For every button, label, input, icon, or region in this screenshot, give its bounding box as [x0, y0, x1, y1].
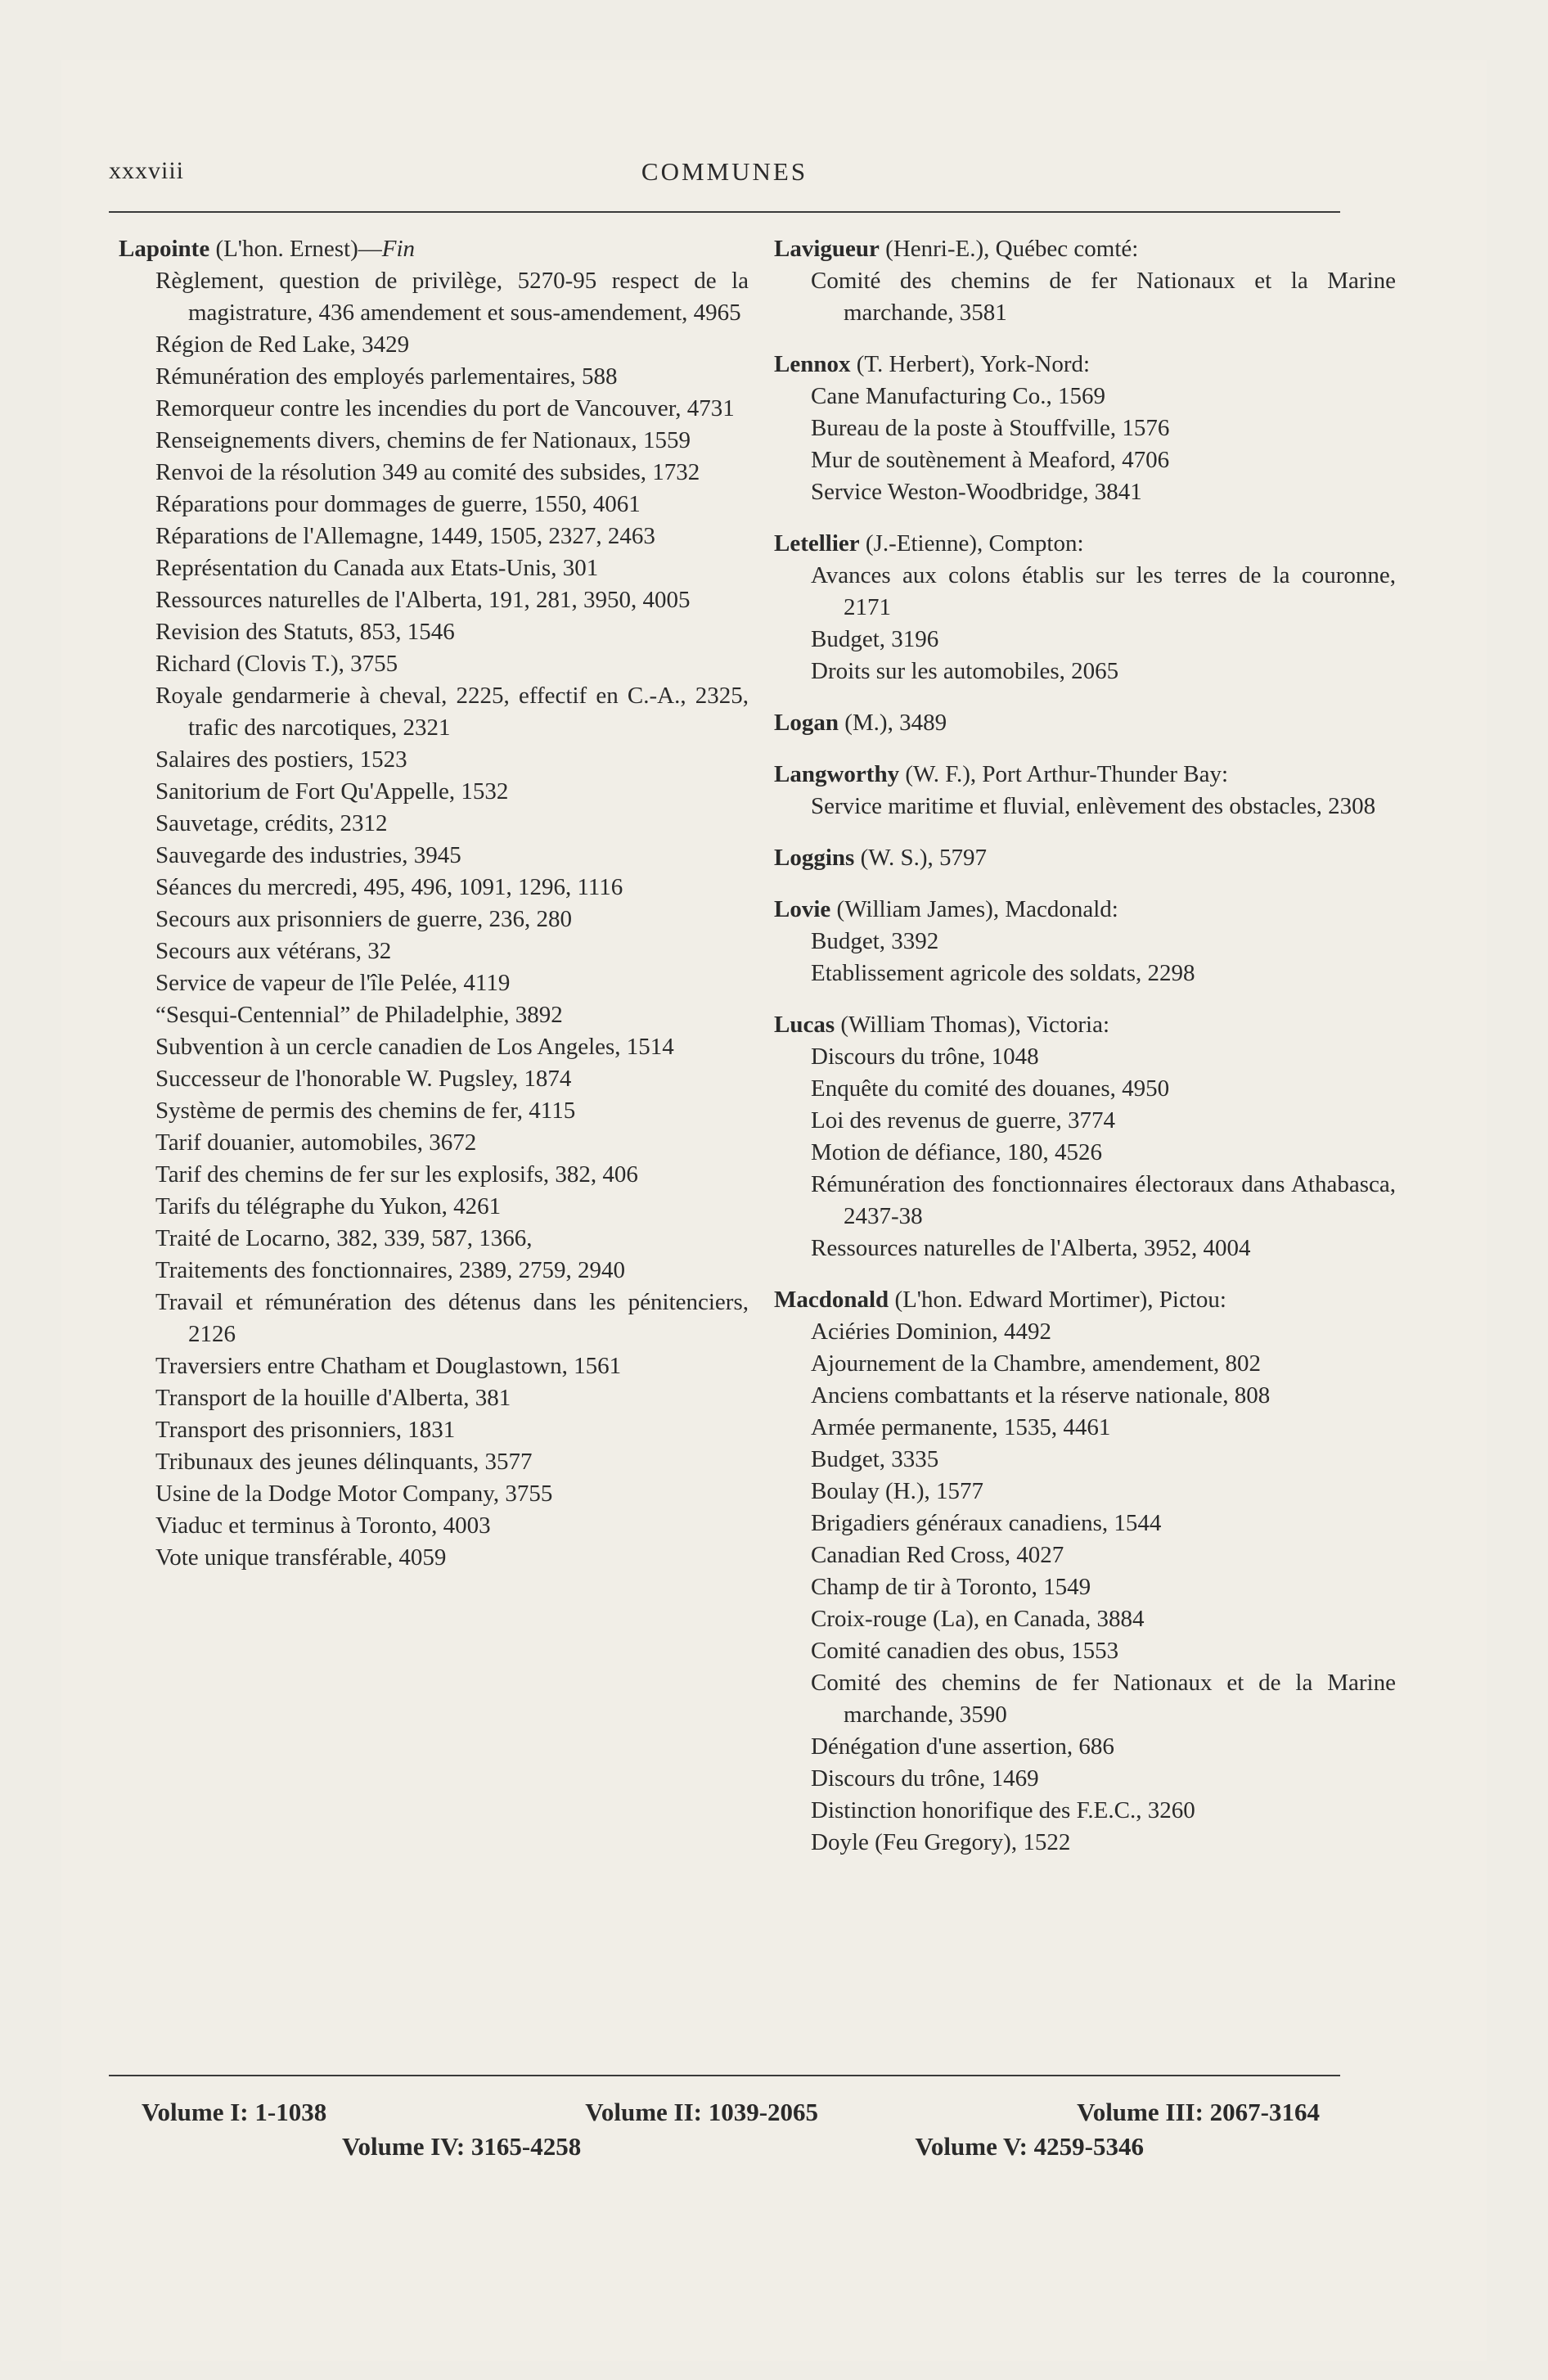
subject-item: Subvention à un cercle canadien de Los Angeles, 1514: [155, 1034, 674, 1060]
subject-item: Boulay (H.), 1577: [811, 1478, 984, 1504]
subject-item: Successeur de l'honorable W. Pugsley, 1874: [155, 1066, 572, 1092]
subject-item: Service de vapeur de l'île Pelée, 4119: [155, 970, 511, 996]
subject-item: Distinction honorifique des F.E.C., 3260: [811, 1797, 1195, 1823]
subject-item: Dénégation d'une assertion, 686: [811, 1733, 1114, 1760]
subject-item: Secours aux prisonniers de guerre, 236, 280: [155, 906, 572, 932]
index-entry: [774, 759, 1396, 823]
entry-headline: [774, 842, 1396, 874]
entry-subjects: [774, 1316, 1396, 1859]
entry-headline: [774, 233, 1396, 265]
page-title: COMMUNES: [641, 157, 808, 186]
subject-item: Etablissement agricole des soldats, 2298: [811, 960, 1195, 986]
subject-item: Ressources naturelles de l'Alberta, 191, 281, 3950, 4005: [155, 587, 691, 613]
member-qualifier: (L'hon. Edward Mortimer), Pictou:: [894, 1287, 1226, 1313]
subject-item: Mur de soutènement à Meaford, 4706: [811, 447, 1170, 473]
subject-item: Service maritime et fluvial, enlèvement des obstacles, 2308: [811, 793, 1376, 819]
volume-3-range: Volume III: 2067-3164: [1077, 2098, 1320, 2126]
subject-item: Cane Manufacturing Co., 1569: [811, 383, 1106, 409]
subject-item: Comité canadien des obus, 1553: [811, 1638, 1119, 1664]
subject-item: Discours du trône, 1469: [811, 1765, 1039, 1792]
subject-item: Budget, 3335: [811, 1446, 939, 1472]
page-header: [109, 157, 1340, 198]
subject-item: Tarif douanier, automobiles, 3672: [155, 1129, 477, 1156]
subject-item: Renseignements divers, chemins de fer Nationaux, 1559: [155, 427, 691, 453]
index-entry: [774, 842, 1396, 874]
entry-subjects: [774, 926, 1396, 989]
subject-item: Sanitorium de Fort Qu'Appelle, 1532: [155, 778, 509, 805]
member-name: Lovie: [774, 896, 831, 922]
entry-headline: [774, 1009, 1396, 1041]
entry-subjects: [119, 265, 749, 1574]
entry-subjects: [774, 1041, 1396, 1264]
subject-item: Tribunaux des jeunes délinquants, 3577: [155, 1449, 533, 1475]
member-qualifier: (T. Herbert), York-Nord:: [856, 351, 1091, 377]
subject-item: Représentation du Canada aux Etats-Unis, 301: [155, 555, 599, 581]
subject-item: Service Weston-Woodbridge, 3841: [811, 479, 1142, 505]
right-column: [774, 233, 1396, 1878]
subject-item: Transport de la houille d'Alberta, 381: [155, 1385, 511, 1411]
subject-item: Doyle (Feu Gregory), 1522: [811, 1829, 1071, 1855]
member-name: Lavigueur: [774, 236, 880, 262]
subject-item: Motion de défiance, 180, 4526: [811, 1139, 1102, 1165]
member-qualifier: (William James), Macdonald:: [836, 896, 1118, 922]
member-name: Macdonald: [774, 1287, 889, 1313]
subject-item: Tarifs du télégraphe du Yukon, 4261: [155, 1193, 502, 1219]
member-qualifier: (J.-Etienne), Compton:: [865, 530, 1084, 557]
continuation-marker: Fin: [381, 236, 416, 262]
subject-item: Canadian Red Cross, 4027: [811, 1542, 1064, 1568]
subject-item: Bureau de la poste à Stouffville, 1576: [811, 415, 1170, 441]
subject-item: Secours aux vétérans, 32: [155, 938, 392, 964]
subject-item: Viaduc et terminus à Toronto, 4003: [155, 1512, 491, 1539]
subject-item: Droits sur les automobiles, 2065: [811, 658, 1119, 684]
subject-item: Loi des revenus de guerre, 3774: [811, 1107, 1116, 1134]
subject-item: Budget, 3392: [811, 928, 939, 954]
subject-item: Revision des Statuts, 853, 1546: [155, 619, 455, 645]
member-qualifier: (M.), 3489: [844, 710, 947, 736]
member-name: Logan: [774, 710, 839, 736]
subject-item: Vote unique transférable, 4059: [155, 1544, 447, 1571]
subject-item: Aciéries Dominion, 4492: [811, 1318, 1051, 1345]
entry-subjects: [774, 791, 1396, 823]
subject-item: Avances aux colons établis sur les terres de la couronne, 2171: [811, 562, 1396, 620]
subject-item: Système de permis des chemins de fer, 4115: [155, 1098, 576, 1124]
subject-item: Ressources naturelles de l'Alberta, 3952, 4004: [811, 1235, 1251, 1261]
subject-item: Comité des chemins de fer Nationaux et la Marine marchande, 3581: [811, 268, 1396, 326]
subject-item: Discours du trône, 1048: [811, 1044, 1039, 1070]
member-name: Loggins: [774, 845, 855, 871]
member-name: Lucas: [774, 1012, 835, 1038]
index-entry: [774, 1284, 1396, 1859]
subject-item: Rémunération des fonctionnaires électoraux dans Athabasca, 2437-38: [811, 1171, 1396, 1229]
subject-item: Croix-rouge (La), en Canada, 3884: [811, 1606, 1145, 1632]
entry-headline: [774, 528, 1396, 560]
subject-item: Budget, 3196: [811, 626, 939, 652]
subject-item: Anciens combattants et la réserve nationale, 808: [811, 1382, 1271, 1409]
subject-item: Traversiers entre Chatham et Douglastown, 1561: [155, 1353, 622, 1379]
index-entry: [774, 528, 1396, 687]
subject-item: Réparations pour dommages de guerre, 1550, 4061: [155, 491, 641, 517]
subject-item: Sauvetage, crédits, 2312: [155, 810, 388, 836]
subject-item: Enquête du comité des douanes, 4950: [811, 1075, 1170, 1102]
subject-item: Salaires des postiers, 1523: [155, 746, 407, 773]
subject-item: Richard (Clovis T.), 3755: [155, 651, 398, 677]
index-entry: [774, 1009, 1396, 1264]
member-qualifier: (W. F.), Port Arthur-Thunder Bay:: [905, 761, 1229, 787]
subject-item: Tarif des chemins de fer sur les explosifs, 382, 406: [155, 1161, 638, 1188]
member-qualifier: (W. S.), 5797: [860, 845, 987, 871]
index-entry: [774, 894, 1396, 989]
index-entry: [774, 233, 1396, 329]
volume-4-range: Volume IV: 3165-4258: [342, 2132, 582, 2161]
volume-1-range: Volume I: 1-1038: [142, 2098, 327, 2126]
page-number: xxxviii: [109, 157, 185, 184]
subject-item: Sauvegarde des industries, 3945: [155, 842, 461, 868]
entry-headline: [774, 894, 1396, 926]
subject-item: Règlement, question de privilège, 5270-95 respect de la magistrature, 436 amendement et sous-amendement, 4965: [155, 268, 749, 326]
entry-subjects: [774, 265, 1396, 329]
volume-5-range: Volume V: 4259-5346: [915, 2132, 1144, 2161]
member-qualifier: (L'hon. Ernest)—: [215, 236, 382, 262]
member-name: Lennox: [774, 351, 851, 377]
volume-2-range: Volume II: 1039-2065: [585, 2098, 819, 2126]
subject-item: Armée permanente, 1535, 4461: [811, 1414, 1111, 1440]
subject-item: Transport des prisonniers, 1831: [155, 1417, 456, 1443]
member-qualifier: (Henri-E.), Québec comté:: [885, 236, 1139, 262]
subject-item: Renvoi de la résolution 349 au comité des subsides, 1732: [155, 459, 700, 485]
member-name: Letellier: [774, 530, 860, 557]
subject-item: Usine de la Dodge Motor Company, 3755: [155, 1481, 553, 1507]
member-name: Lapointe: [119, 236, 210, 262]
subject-item: Séances du mercredi, 495, 496, 1091, 1296, 1116: [155, 874, 623, 900]
entry-headline: [774, 759, 1396, 791]
subject-item: Comité des chemins de fer Nationaux et de la Marine marchande, 3590: [811, 1670, 1396, 1728]
subject-item: Brigadiers généraux canadiens, 1544: [811, 1510, 1162, 1536]
entry-headline: [774, 707, 1396, 739]
left-column: [119, 233, 749, 1593]
subject-item: Région de Red Lake, 3429: [155, 331, 410, 358]
subject-item: Ajournement de la Chambre, amendement, 802: [811, 1350, 1262, 1377]
subject-item: Rémunération des employés parlementaires, 588: [155, 363, 618, 390]
subject-item: Remorqueur contre les incendies du port de Vancouver, 4731: [155, 395, 735, 421]
subject-item: Champ de tir à Toronto, 1549: [811, 1574, 1091, 1600]
entry-headline: [774, 349, 1396, 381]
entry-subjects: [774, 381, 1396, 508]
subject-item: Traitements des fonctionnaires, 2389, 2759, 2940: [155, 1257, 626, 1283]
subject-item: “Sesqui-Centennial” de Philadelphie, 3892: [155, 1002, 563, 1028]
member-name: Langworthy: [774, 761, 900, 787]
subject-item: Royale gendarmerie à cheval, 2225, effectif en C.-A., 2325, trafic des narcotiques, 2321: [155, 683, 749, 741]
index-entry: [119, 233, 749, 1574]
subject-item: Traité de Locarno, 382, 339, 587, 1366,: [155, 1225, 533, 1251]
member-qualifier: (William Thomas), Victoria:: [840, 1012, 1110, 1038]
entry-headline: [774, 1284, 1396, 1316]
subject-item: Travail et rémunération des détenus dans les pénitenciers, 2126: [155, 1289, 749, 1347]
subject-item: Réparations de l'Allemagne, 1449, 1505, 2327, 2463: [155, 523, 655, 549]
volume-ranges: [109, 2095, 1340, 2164]
index-entry: [774, 707, 1396, 739]
header-rule: [109, 211, 1340, 213]
entry-headline: [119, 233, 749, 265]
entry-subjects: [774, 560, 1396, 687]
footer-rule: [109, 2075, 1340, 2076]
index-entry: [774, 349, 1396, 508]
